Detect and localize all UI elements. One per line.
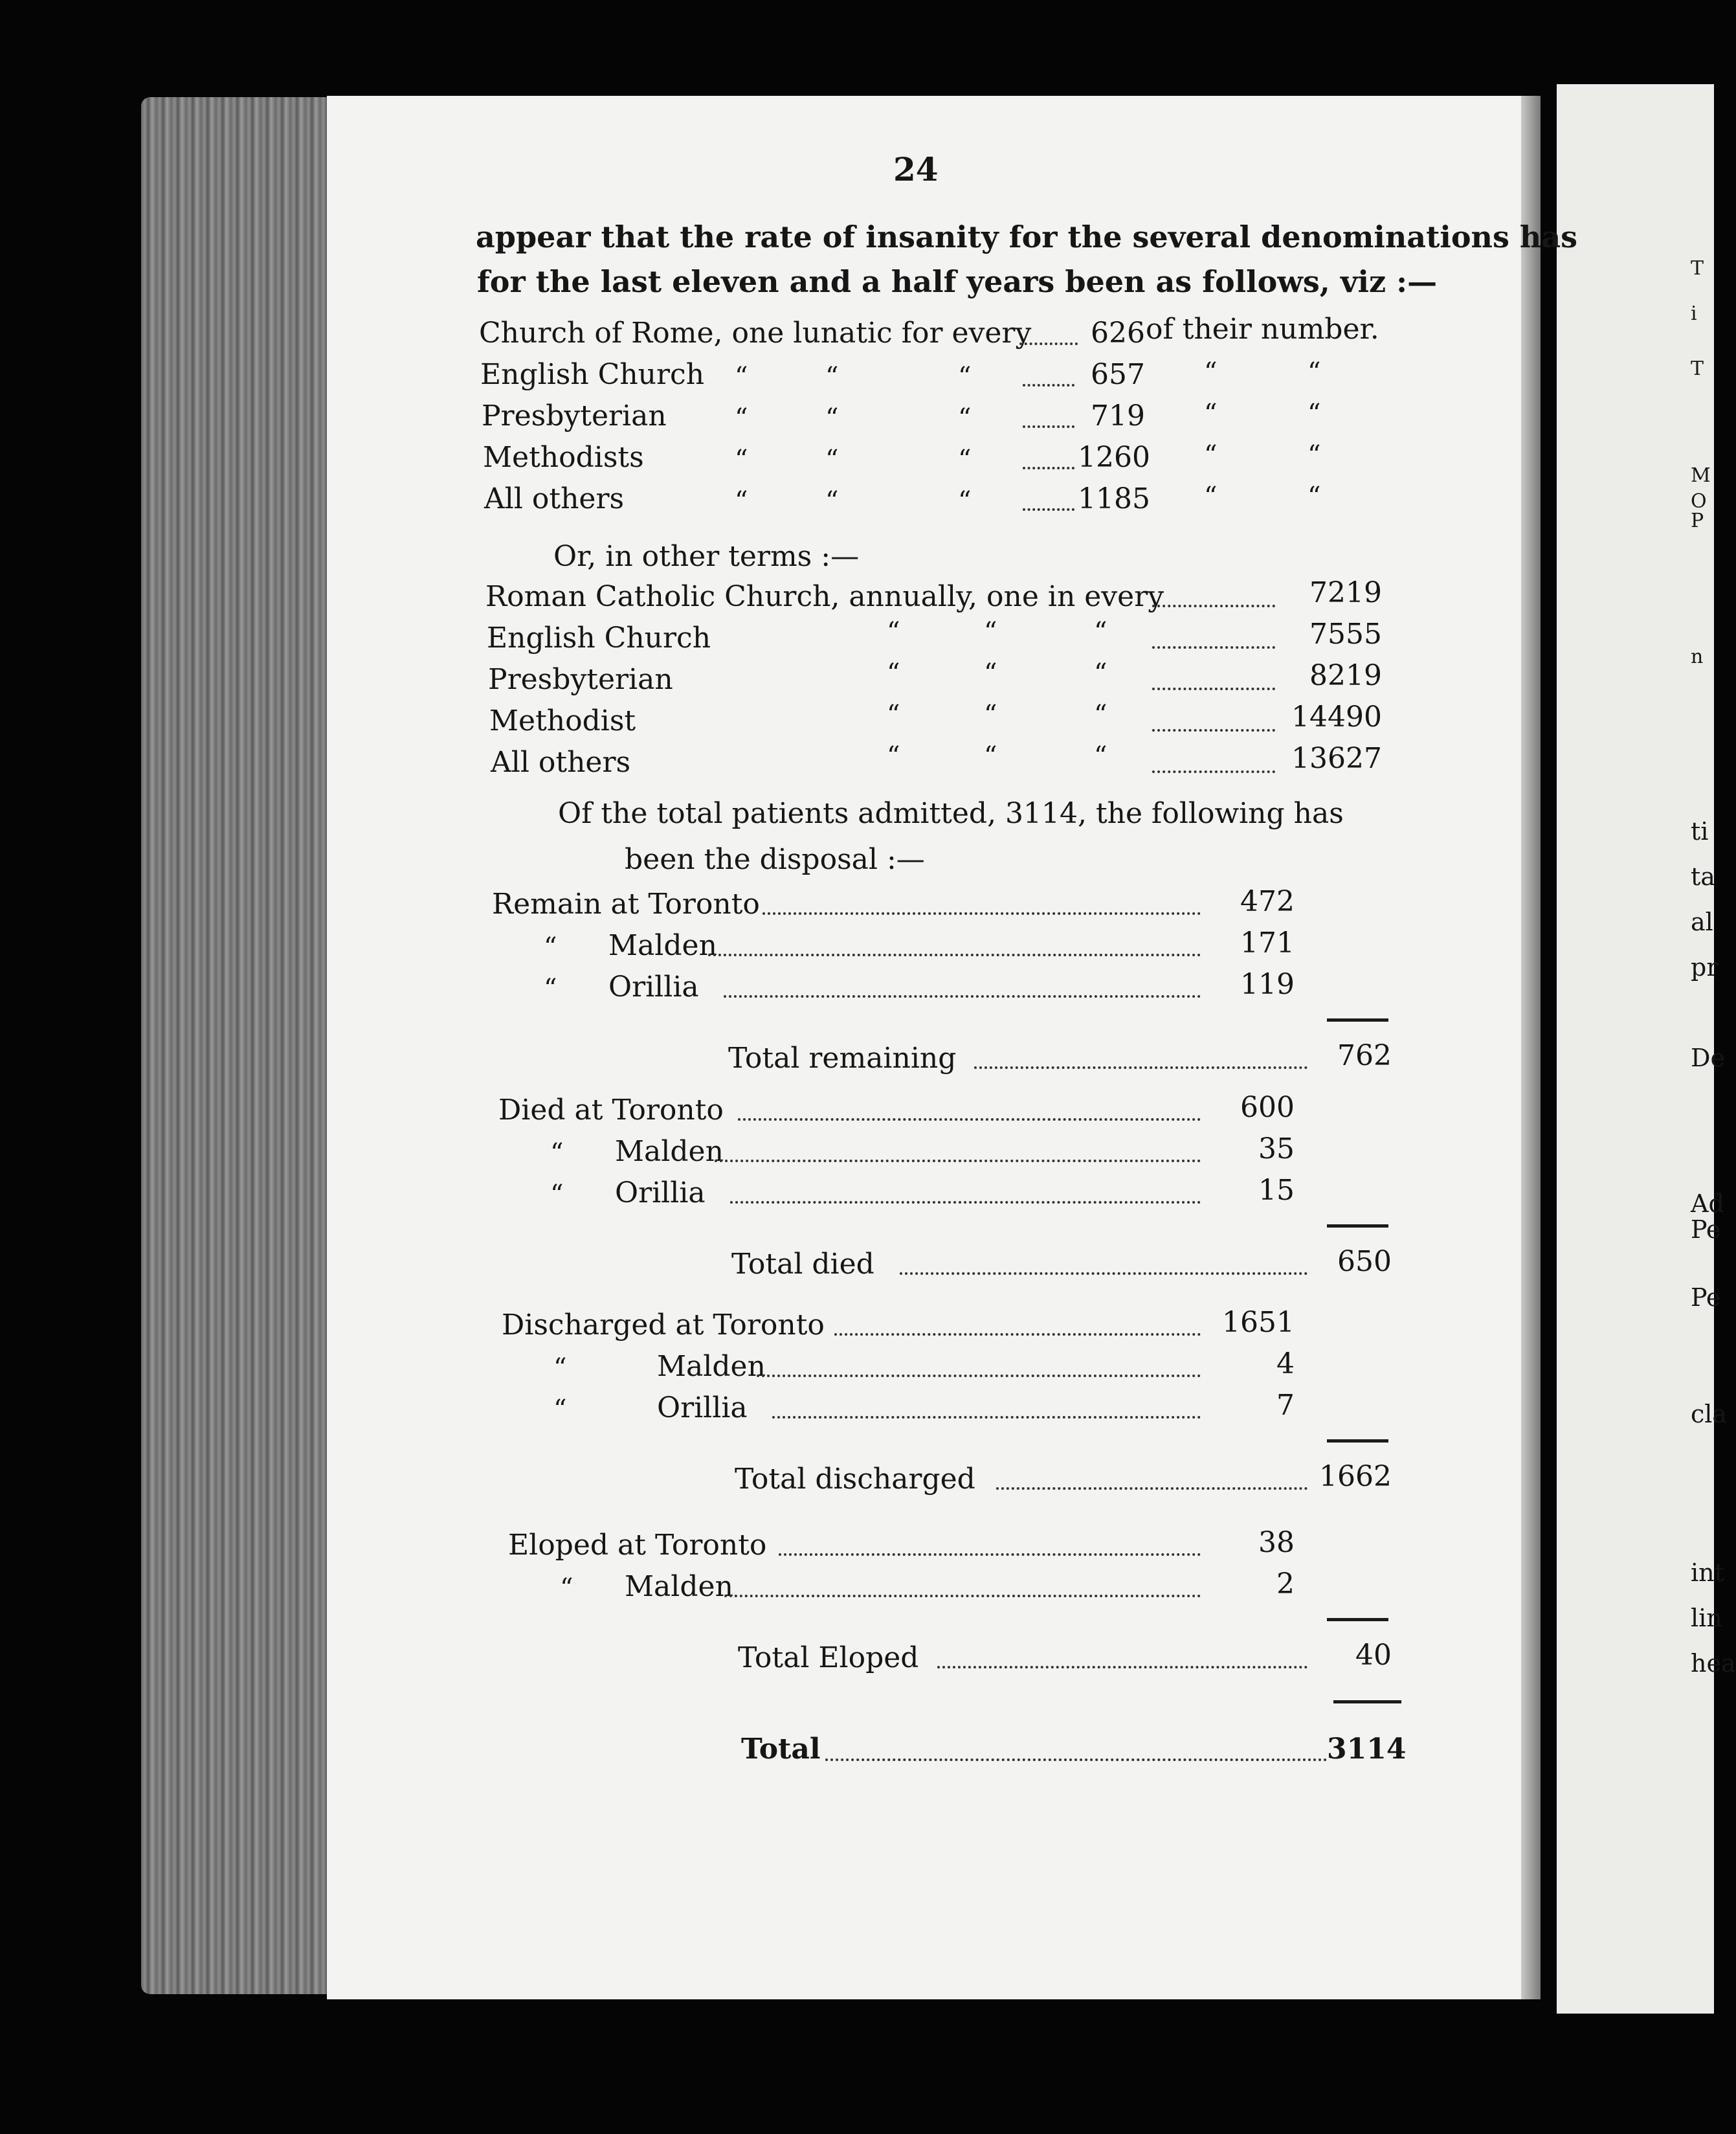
disposal-row-label: Malden [657, 1350, 766, 1383]
rate-row-leader [1023, 467, 1074, 469]
ditto-mark: “ [1308, 399, 1321, 429]
ditto-mark: “ [958, 403, 972, 433]
total-label: Total remaining [728, 1042, 957, 1075]
rate-row-value: 1185 [1078, 482, 1150, 515]
disposal-row-leader [779, 1553, 1201, 1556]
adjacent-fragment: P [1691, 510, 1704, 532]
disposal-row-label: Malden [625, 1570, 733, 1603]
ditto-mark: “ [1308, 482, 1321, 511]
page-number: 24 [893, 150, 939, 188]
ditto-mark: “ [1204, 440, 1218, 470]
disposal-intro-line-2: been the disposal :— [625, 843, 925, 876]
ditto-mark: “ [735, 486, 748, 516]
ditto-mark: “ [1204, 399, 1218, 429]
disposal-row-value: 35 [1258, 1132, 1295, 1165]
adjacent-fragment: al [1691, 908, 1713, 936]
disposal-row-leader [724, 995, 1201, 998]
disposal-row-value: 119 [1240, 968, 1295, 1001]
total-value: 762 [1337, 1039, 1392, 1072]
annual-row-value: 14490 [1291, 701, 1382, 734]
rate-row-label: English Church [480, 358, 705, 391]
ditto-mark: “ [958, 362, 972, 392]
disposal-row-label: Remain at Toronto [492, 888, 760, 921]
ditto-mark: “ [984, 617, 997, 647]
disposal-row-value: 472 [1240, 885, 1295, 918]
annual-row-value: 13627 [1291, 742, 1382, 775]
adjacent-fragment: lin [1691, 1604, 1722, 1632]
disposal-row-leader [757, 1375, 1201, 1377]
ditto-mark: “ [544, 932, 557, 962]
rate-row-leader [1023, 425, 1074, 428]
ditto-mark: “ [984, 700, 997, 730]
ditto-mark: “ [735, 362, 748, 392]
adjacent-fragment: i [1691, 302, 1697, 325]
book-page-edges [141, 97, 355, 1994]
disposal-row-leader [708, 954, 1201, 956]
annual-row-label: Methodist [489, 704, 636, 737]
ditto-mark: “ [825, 362, 839, 392]
adjacent-fragment: ti [1691, 817, 1709, 846]
rate-row-label: Presbyterian [482, 399, 667, 432]
disposal-intro-line-1: Of the total patients admitted, 3114, the following has [558, 797, 1344, 830]
grand-total-leader [825, 1758, 1327, 1761]
ditto-mark: “ [1094, 741, 1107, 771]
annual-row-label: English Church [487, 622, 711, 655]
ditto-mark: “ [1094, 700, 1107, 730]
rate-row-label: Methodists [483, 441, 644, 474]
ditto-mark: “ [984, 658, 997, 688]
subtotal-rule [1327, 1224, 1388, 1228]
adjacent-fragment: Ad [1691, 1189, 1724, 1218]
grand-total-rule [1333, 1700, 1401, 1703]
total-label: Total discharged [735, 1463, 975, 1496]
total-label: Total died [731, 1248, 874, 1281]
ditto-mark: “ [887, 617, 900, 647]
ditto-mark: “ [825, 486, 839, 516]
disposal-row-value: 4 [1276, 1347, 1295, 1380]
ditto-mark: “ [887, 741, 900, 771]
other-terms-line: Or, in other terms :— [553, 540, 860, 573]
adjacent-fragment: ta [1691, 862, 1715, 891]
ditto-mark: “ [553, 1353, 567, 1383]
disposal-row-label: Orillia [608, 971, 699, 1004]
ditto-mark: “ [1204, 357, 1218, 387]
disposal-row-label: Orillia [657, 1391, 748, 1424]
ditto-mark: “ [825, 445, 839, 475]
disposal-row-value: 15 [1258, 1174, 1295, 1207]
rate-row-leader [1023, 384, 1074, 387]
ditto-mark: “ [887, 700, 900, 730]
ditto-mark: “ [958, 486, 972, 516]
ditto-mark: “ [1204, 482, 1218, 511]
subtotal-rule [1327, 1439, 1388, 1443]
disposal-row-value: 171 [1240, 927, 1295, 960]
disposal-row-leader [715, 1160, 1201, 1162]
total-value: 40 [1355, 1639, 1392, 1672]
ditto-mark: “ [560, 1573, 573, 1603]
disposal-row-value: 600 [1240, 1091, 1295, 1124]
ditto-mark: “ [550, 1180, 564, 1209]
rate-row-value: 657 [1091, 358, 1145, 391]
disposal-row-label: Died at Toronto [498, 1094, 724, 1127]
total-value: 1662 [1319, 1460, 1392, 1493]
ditto-mark: “ [1094, 658, 1107, 688]
book-gutter [1521, 96, 1541, 1999]
rate-row-leader [1023, 508, 1074, 511]
disposal-row-leader [738, 1118, 1201, 1121]
ditto-mark: “ [958, 445, 972, 475]
annual-row-label: All others [491, 746, 631, 779]
annual-row-value: 7219 [1309, 576, 1382, 609]
adjacent-fragment: int [1691, 1558, 1724, 1587]
adjacent-fragment: M [1691, 464, 1711, 487]
adjacent-fragment: Pe [1691, 1215, 1721, 1244]
annual-row-leader [1152, 605, 1275, 607]
subtotal-rule [1327, 1018, 1388, 1022]
rate-row-label: Church of Rome, one lunatic for every [479, 317, 1032, 350]
grand-total-label: Total [741, 1733, 821, 1766]
disposal-row-leader [730, 1201, 1201, 1204]
adjacent-fragment: hea [1691, 1649, 1736, 1678]
total-leader [937, 1666, 1308, 1668]
rate-row-value: 719 [1091, 399, 1145, 432]
adjacent-fragment: n [1691, 646, 1704, 668]
adjacent-fragment: De [1691, 1044, 1725, 1072]
ditto-mark: “ [544, 974, 557, 1004]
disposal-row-label: Discharged at Toronto [502, 1308, 825, 1342]
disposal-row-label: Orillia [615, 1176, 706, 1209]
annual-row-leader [1152, 688, 1275, 690]
adjacent-fragment: pr [1691, 953, 1719, 982]
rate-row-value: 1260 [1078, 441, 1150, 474]
adjacent-fragment: cla [1691, 1400, 1728, 1428]
ditto-mark: “ [735, 445, 748, 475]
total-value: 650 [1337, 1245, 1392, 1278]
total-leader [974, 1066, 1308, 1069]
subtotal-rule [1327, 1618, 1388, 1621]
rate-row-label: All others [484, 482, 625, 515]
adjacent-fragment: T [1691, 257, 1704, 280]
ditto-mark: “ [984, 741, 997, 771]
ditto-mark: “ [550, 1138, 564, 1168]
adjacent-fragment: T [1691, 357, 1704, 380]
disposal-row-value: 1651 [1222, 1306, 1295, 1339]
disposal-row-label: Malden [615, 1135, 724, 1168]
total-leader [900, 1272, 1308, 1275]
disposal-row-leader [834, 1333, 1201, 1336]
total-leader [996, 1487, 1308, 1490]
intro-line-1: appear that the rate of insanity for the several denominations has [476, 219, 1578, 254]
ditto-mark: “ [1094, 617, 1107, 647]
disposal-row-leader [772, 1416, 1201, 1419]
adjacent-fragment: Pe [1691, 1283, 1721, 1312]
annual-row-value: 8219 [1309, 659, 1382, 692]
disposal-row-leader [724, 1595, 1201, 1597]
rate-row-leader [1019, 343, 1078, 345]
total-label: Total Eloped [738, 1641, 919, 1674]
annual-row-value: 7555 [1309, 618, 1382, 651]
ditto-mark: “ [1308, 440, 1321, 470]
disposal-row-leader [762, 912, 1201, 915]
ditto-mark: “ [735, 403, 748, 433]
disposal-row-value: 2 [1276, 1567, 1295, 1600]
annual-row-leader [1152, 770, 1275, 773]
rate-row-value: 626 [1091, 317, 1145, 350]
rate-row-suffix: of their number. [1146, 313, 1379, 346]
disposal-row-value: 38 [1258, 1526, 1295, 1559]
annual-row-leader [1152, 646, 1275, 649]
adjacent-fragment: O [1691, 490, 1707, 513]
annual-row-leader [1152, 729, 1275, 732]
ditto-mark: “ [825, 403, 839, 433]
grand-total-value: 3114 [1327, 1733, 1407, 1766]
intro-line-2: for the last eleven and a half years been as follows, viz :— [477, 264, 1438, 299]
annual-row-label: Presbyterian [488, 663, 673, 696]
disposal-row-label: Malden [608, 929, 717, 962]
ditto-mark: “ [553, 1395, 567, 1424]
ditto-mark: “ [887, 658, 900, 688]
disposal-row-value: 7 [1276, 1389, 1295, 1422]
annual-row-label: Roman Catholic Church, annually, one in every [485, 580, 1164, 613]
ditto-mark: “ [1308, 357, 1321, 387]
disposal-row-label: Eloped at Toronto [508, 1529, 767, 1562]
